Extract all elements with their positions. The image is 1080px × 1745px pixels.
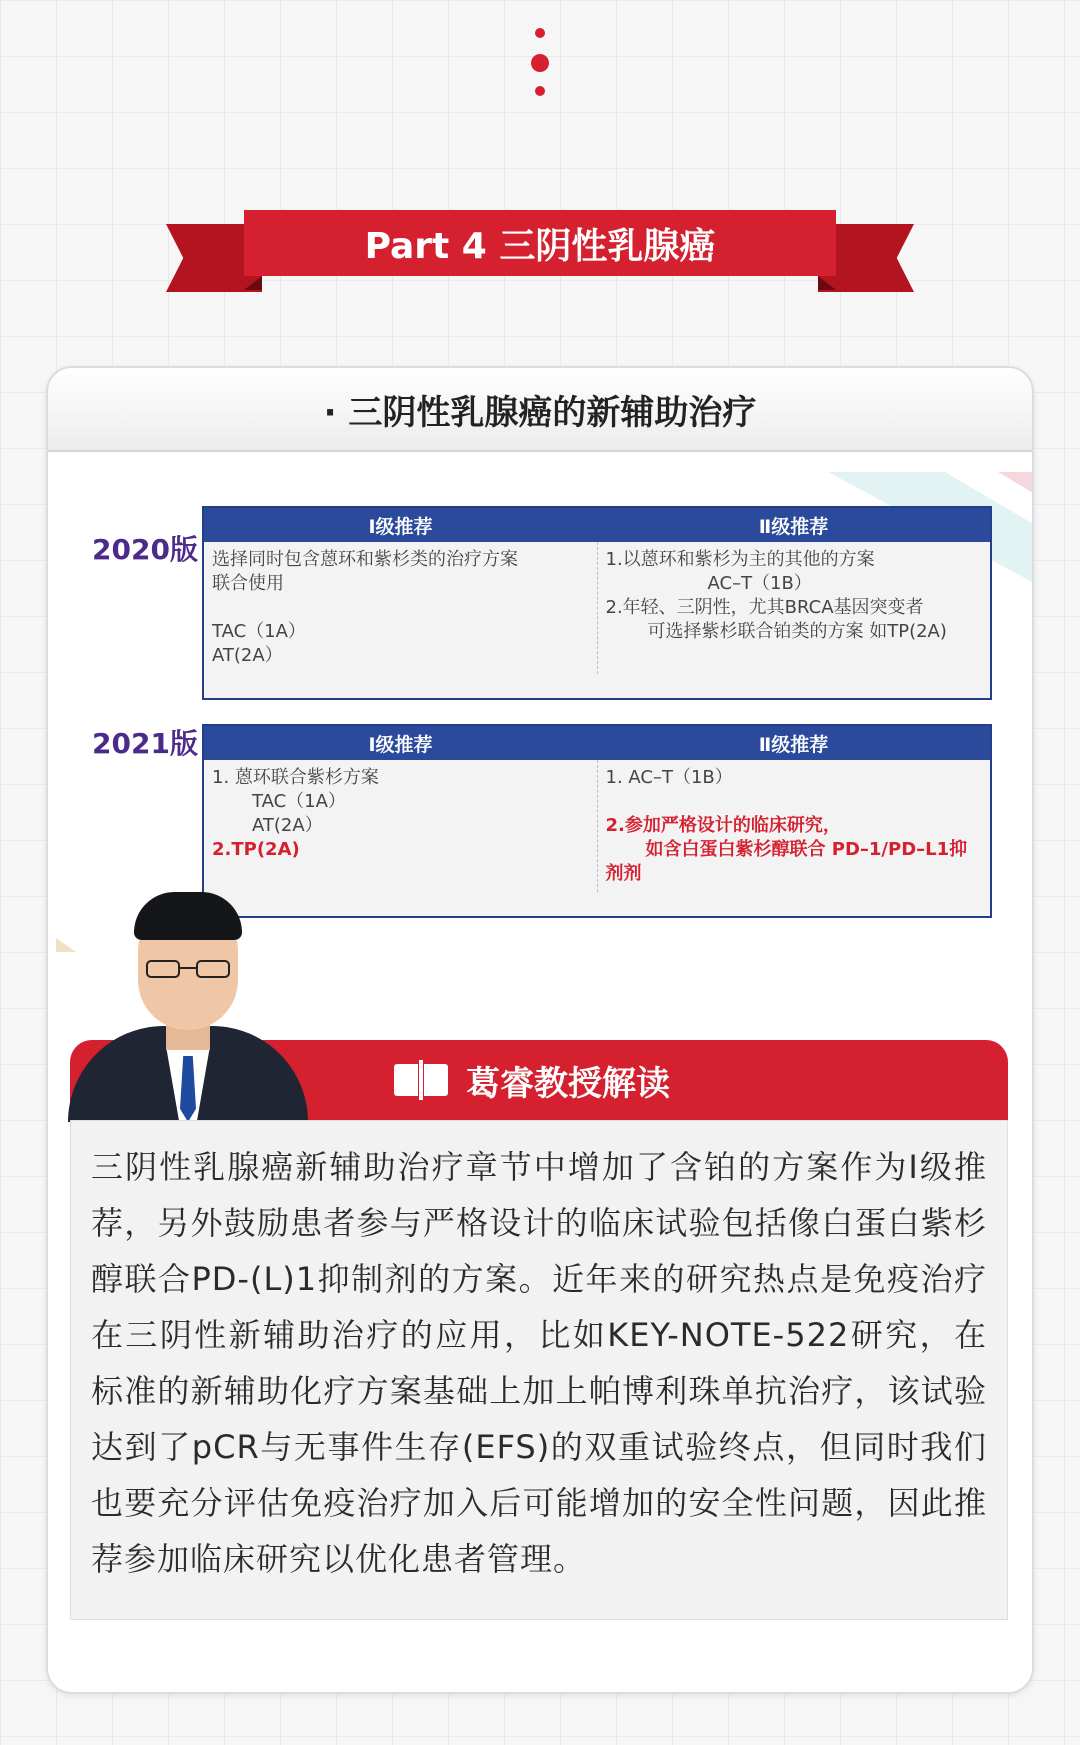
commentary-heading — [394, 1054, 670, 1106]
table-header — [204, 508, 990, 542]
table-line: 可选择紫杉联合铂类的方案 如TP(2A) — [647, 621, 947, 642]
level2-header: Ⅱ级推荐 — [758, 733, 829, 756]
recommendation-table-2021 — [202, 724, 992, 918]
level2-cell — [597, 542, 991, 674]
open-book-icon — [394, 1060, 448, 1100]
table-line: 2.年轻、三阴性，尤其BRCA基因突变者 — [605, 597, 924, 618]
table-line-highlight: 如含白蛋白紫杉醇联合 PD–1/PD–L1抑剂剂 — [605, 839, 968, 884]
table-line: 1. AC–T（1B） — [605, 767, 733, 788]
section-title: · 三阴性乳腺癌的新辅助治疗 — [48, 368, 1032, 452]
table-line: AT(2A） — [212, 645, 283, 666]
level1-header: Ⅰ级推荐 — [368, 733, 433, 756]
dot-large — [531, 54, 549, 72]
table-line-highlight: 2.TP(2A) — [212, 839, 300, 860]
decorative-shape-pink — [998, 472, 1034, 496]
dot-small-bottom — [535, 86, 545, 96]
level2-cell — [597, 760, 991, 892]
table-line: TAC（1A） — [252, 791, 346, 812]
table-body — [204, 542, 990, 674]
table-line: 1.以蒽环和紫杉为主的其他的方案 — [605, 549, 875, 570]
dots-decoration — [529, 28, 551, 98]
version-label-2021: 2021版 — [92, 727, 198, 760]
level1-header: Ⅰ级推荐 — [368, 515, 433, 538]
table-body — [204, 760, 990, 892]
commentary-text: 三阴性乳腺癌新辅助治疗章节中增加了含铂的方案作为Ⅰ级推荐，另外鼓励患者参与严格设计的临床试验包括像白蛋白紫杉醇联合PD-(L)1抑制剂的方案。近年来的研究热点是免疫治疗在三阴性新辅助治疗的应用，比如KEY-NOTE-522研究，在标准的新辅助化疗方案基础上加上帕博利珠单抗治疗，该试验达到了pCR与无事件生存(EFS)的双重试验终点，但同时我们也要充分评估免疫治疗加入后可能增加的安全性问题，因此推荐参加临床研究以优化患者管理。 — [70, 1120, 1008, 1620]
level1-cell — [204, 542, 597, 674]
table-line: AT(2A） — [252, 815, 323, 836]
table-line: AC–T（1B） — [707, 573, 812, 594]
level2-header: Ⅱ级推荐 — [758, 515, 829, 538]
table-header — [204, 726, 990, 760]
version-label-2020: 2020版 — [92, 533, 198, 566]
table-line: 联合使用 — [212, 573, 284, 594]
table-line: TAC（1A） — [212, 621, 306, 642]
part-title: Part 4 三阴性乳腺癌 — [244, 210, 836, 276]
table-line: 1. 蒽环联合紫杉方案 — [212, 767, 379, 788]
table-line-spacer — [212, 596, 589, 620]
professor-portrait — [68, 862, 308, 1122]
table-line: 选择同时包含蒽环和紫杉类的治疗方案 — [212, 549, 518, 570]
table-line-spacer — [606, 790, 983, 814]
table-line-highlight: 2.参加严格设计的临床研究， — [605, 815, 841, 836]
dot-small-top — [535, 28, 545, 38]
commentary-title: 葛睿教授解读 — [466, 1063, 670, 1104]
content-card — [46, 366, 1034, 1694]
part-ribbon — [166, 210, 914, 294]
recommendation-table-2020 — [202, 506, 992, 700]
